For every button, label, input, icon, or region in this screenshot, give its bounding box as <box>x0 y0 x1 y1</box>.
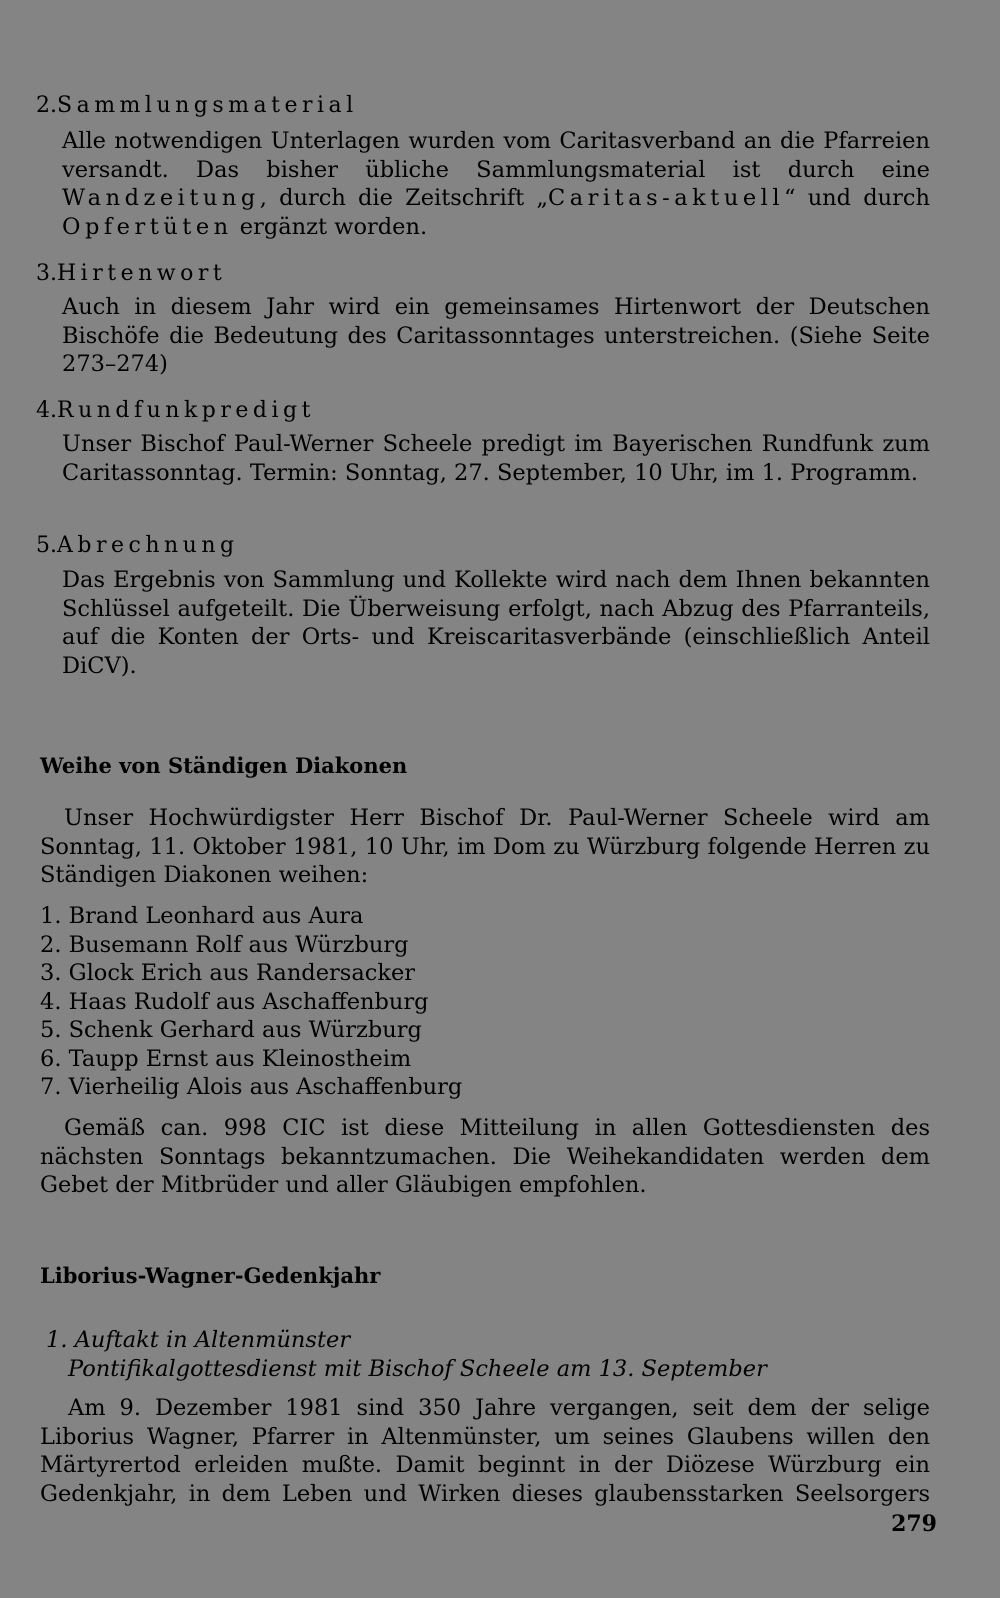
emphasis-caritas-aktuell: Caritas-aktuell <box>548 185 785 211</box>
item-title: Hirtenwort <box>57 261 227 286</box>
item-title: Sammlungsmaterial <box>57 93 358 118</box>
list-item: 4. Haas Rudolf aus Aschaffenburg <box>40 988 429 1015</box>
item-3-body: Auch in diesem Jahr wird ein gemeinsames Hirtenwort der Deutschen Bischöfe die Bedeutung des Caritassonntages unterstreichen. (Siehe Seite 273–274) <box>62 294 930 377</box>
item-2-body: Alle notwendigen Unterlagen wurden vom Caritasverband an die Pfarreien versandt. Das bisher übliche Sammlungsmaterial ist durch eine Wandzeitung, durch die Zeitschrift „Caritas-aktuell“ und durch Opfertüten ergänzt worden. <box>62 128 930 240</box>
list-item: 3. Glock Erich aus Randersacker <box>40 960 416 986</box>
item-5-body: Das Ergebnis von Sammlung und Kollekte wird nach dem Ihnen bekannten Schlüssel aufgeteilt. Die Überweisung erfolgt, nach Abzug des Pfarranteils, auf die Konten der Orts- und Kreiscaritasverbände (einschließlich Anteil DiCV). <box>62 567 930 679</box>
item-5-heading <box>36 532 239 560</box>
section-heading-liborius: Liborius-Wagner-Gedenkjahr <box>40 1263 381 1288</box>
item-title: Rundfunkpredigt <box>57 398 315 423</box>
list-item: 5. Schenk Gerhard aus Würzburg <box>40 1017 422 1043</box>
list-item: 1. Brand Leonhard aus Aura <box>40 903 364 929</box>
emphasis-opfertueten: Opfertüten <box>62 213 233 240</box>
liborius-subheading-2: Pontifikalgottesdienst mit Bischof Scheele am 13. September <box>68 1356 767 1382</box>
diakone-intro: Unser Hochwürdigster Herr Bischof Dr. Paul-Werner Scheele wird am Sonntag, 11. Oktober 1981, 10 Uhr, im Dom zu Würzburg folgende Herren zu Ständigen Diakonen weihen: <box>40 805 930 888</box>
item-4-body: Unser Bischof Paul-Werner Scheele predigt im Bayerischen Rundfunk zum Caritassonntag. Termin: Sonntag, 27. September, 10 Uhr, im 1. Programm. <box>62 431 930 486</box>
liborius-body: Am 9. Dezember 1981 sind 350 Jahre vergangen, seit dem der selige Liborius Wagner, Pfarrer in Altenmünster, um seines Glaubens willen den Märtyrertod erleiden mußte. Damit beginnt in der Diözese Würzburg ein Gedenkjahr, in dem Leben und Wirken dieses glaubensstarken Seelsorgers <box>40 1395 930 1507</box>
item-2-heading <box>36 92 358 120</box>
item-number: 2. <box>36 93 57 118</box>
item-3-heading <box>36 260 226 288</box>
list-item: 6. Taupp Ernst aus Kleinostheim <box>40 1045 412 1072</box>
section-heading-diakone: Weihe von Ständigen Diakonen <box>40 753 408 778</box>
liborius-subheading-1: 1. Auftakt in Altenmünster <box>46 1327 351 1353</box>
item-4-heading <box>36 397 315 425</box>
item-number: 3. <box>36 261 57 286</box>
item-number: 4. <box>36 398 57 423</box>
emphasis-wandzeitung: Wandzeitung <box>62 185 260 211</box>
page-number: 279 <box>891 1511 937 1537</box>
item-number: 5. <box>36 533 57 558</box>
list-item: 7. Vierheilig Alois aus Aschaffenburg <box>40 1074 463 1100</box>
item-title: Abrechnung <box>57 533 239 558</box>
list-item: 2. Busemann Rolf aus Würzburg <box>40 931 409 958</box>
diakone-closing: Gemäß can. 998 CIC ist diese Mitteilung in allen Gottesdiensten des nächsten Sonntags bekanntzumachen. Die Weihekandidaten werden dem Gebet der Mitbrüder und aller Gläubigen empfohlen. <box>40 1115 930 1198</box>
diakone-list <box>40 902 462 1102</box>
